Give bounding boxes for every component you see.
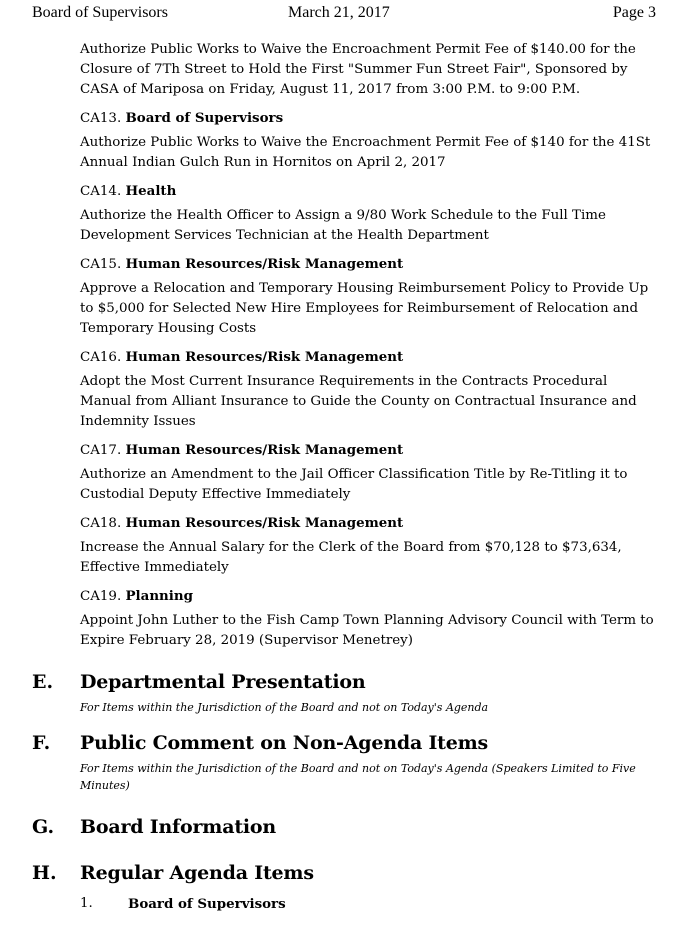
ca12-description: Authorize Public Works to Waive the Encroachment Permit Fee of $140.00 for the Closure of 7Th Street to Hold the First "Summer Fun Street Fair", Sponsored by CASA of Mariposa on Friday, August 11, 2017 from 3:00 P.M. to 9:00 P.M. bbox=[80, 42, 636, 97]
consent-item-heading bbox=[80, 254, 656, 275]
consent-item-description: Adopt the Most Current Insurance Requirements in the Contracts Procedural Manual from Alliant Insurance to Guide the County on Contractual Insurance and Indemnity Issues bbox=[80, 374, 637, 429]
section-board-information bbox=[0, 814, 680, 840]
header-board-name: Board of Supervisors bbox=[32, 4, 168, 21]
consent-item-heading bbox=[80, 440, 656, 461]
consent-item-description: Authorize an Amendment to the Jail Officer Classification Title by Re-Titling it to Custodial Deputy Effective Immediately bbox=[80, 467, 628, 502]
page-header bbox=[32, 4, 656, 24]
regular-agenda-item-number: 1. bbox=[80, 896, 93, 911]
consent-item-heading bbox=[80, 513, 656, 534]
consent-item-description: Appoint John Luther to the Fish Camp Town Planning Advisory Council with Term to Expire February 28, 2019 (Supervisor Menetrey) bbox=[80, 613, 654, 648]
section-note: For Items within the Jurisdiction of the Board and not on Today's Agenda bbox=[80, 701, 489, 714]
section-note: For Items within the Jurisdiction of the Board and not on Today's Agenda (Speakers Limited to Five Minutes) bbox=[80, 762, 636, 792]
section-letter: G. bbox=[32, 816, 55, 838]
consent-item-number: CA13. bbox=[80, 111, 122, 126]
section-title: Board Information bbox=[80, 816, 277, 838]
consent-item-heading bbox=[80, 586, 656, 607]
consent-item-description: Increase the Annual Salary for the Clerk of the Board from $70,128 to $73,634, Effective Immediately bbox=[80, 540, 622, 575]
section-letter: F. bbox=[32, 732, 51, 754]
consent-item-heading bbox=[80, 181, 656, 202]
consent-item-number: CA17. bbox=[80, 443, 122, 458]
section-public-comment bbox=[0, 730, 680, 794]
consent-item-number: CA16. bbox=[80, 350, 122, 365]
consent-item-description: Authorize Public Works to Waive the Encroachment Permit Fee of $140 for the 41St Annual Indian Gulch Run in Hornitos on April 2, 2017 bbox=[80, 135, 651, 170]
section-title: Regular Agenda Items bbox=[80, 862, 314, 884]
section-departmental-presentation bbox=[0, 669, 680, 716]
header-date: March 21, 2017 bbox=[288, 4, 390, 21]
section-letter: E. bbox=[32, 671, 54, 693]
consent-item-department: Health bbox=[125, 183, 177, 199]
header-page-number: Page 3 bbox=[612, 4, 656, 21]
consent-item-department: Planning bbox=[125, 588, 193, 604]
regular-agenda-item-label: Board of Supervisors bbox=[128, 896, 286, 912]
consent-item-number: CA14. bbox=[80, 184, 122, 199]
section-regular-agenda bbox=[0, 860, 680, 912]
consent-item-number: CA18. bbox=[80, 516, 122, 531]
consent-item-department: Human Resources/Risk Management bbox=[125, 349, 404, 365]
consent-item-heading bbox=[80, 347, 656, 368]
consent-item-number: CA19. bbox=[80, 589, 122, 604]
consent-item-department: Human Resources/Risk Management bbox=[125, 515, 404, 531]
consent-item-department: Board of Supervisors bbox=[125, 110, 284, 126]
agenda-content bbox=[0, 40, 680, 912]
section-title: Departmental Presentation bbox=[80, 671, 366, 693]
section-letter: H. bbox=[32, 862, 57, 884]
consent-item-number: CA15. bbox=[80, 257, 122, 272]
consent-item-department: Human Resources/Risk Management bbox=[125, 256, 404, 272]
consent-item-department: Human Resources/Risk Management bbox=[125, 442, 404, 458]
consent-item-description: Authorize the Health Officer to Assign a 9/80 Work Schedule to the Full Time Development Services Technician at the Health Department bbox=[80, 208, 606, 243]
consent-item-heading bbox=[80, 108, 656, 129]
consent-item-description: Approve a Relocation and Temporary Housing Reimbursement Policy to Provide Up to $5,000 for Selected New Hire Employees for Reimbursement of Relocation and Temporary Housing Costs bbox=[80, 281, 649, 336]
section-title: Public Comment on Non-Agenda Items bbox=[80, 732, 489, 754]
